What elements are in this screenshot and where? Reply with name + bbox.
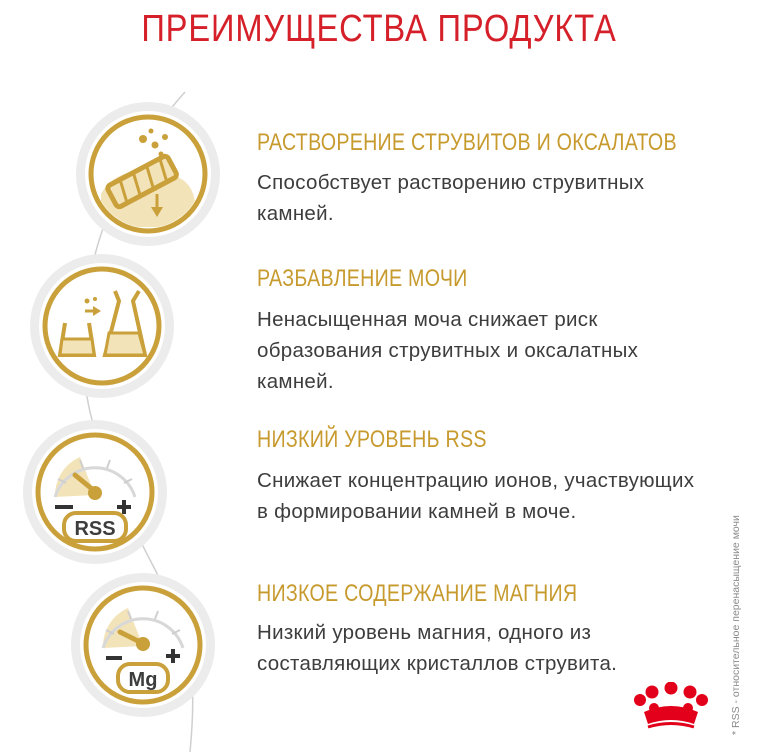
rss-icon-label: RSS [74, 518, 116, 540]
benefit-text: Снижает концентрацию ионов, участвующих в формировании камней в моче. [257, 469, 695, 523]
benefit-text: Ненасыщенная моча снижает риск образования струвитных и оксалатных камней. [257, 308, 639, 393]
benefit-heading: РАСТВОРЕНИЕ СТРУВИТОВ И ОКСАЛАТОВ [257, 129, 677, 156]
mg-gauge-icon [68, 570, 218, 720]
mg-icon-label: Mg [128, 669, 158, 691]
benefit-heading: НИЗКИЙ УРОВЕНЬ RSS [257, 426, 487, 453]
benefit-text: Низкий уровень магния, одного из составляющих кристаллов струвита. [257, 621, 618, 675]
flasks-icon [27, 251, 177, 401]
benefit-heading: НИЗКОЕ СОДЕРЖАНИЕ МАГНИЯ [257, 580, 578, 607]
crown-logo-icon [630, 682, 712, 732]
rss-footnote: * RSS - относительное перенасыщение мочи [730, 515, 742, 735]
rss-gauge-icon [20, 417, 170, 567]
page-title: ПРЕИМУЩЕСТВА ПРОДУКТА [141, 8, 617, 50]
benefit-heading: РАЗБАВЛЕНИЕ МОЧИ [257, 265, 468, 292]
crystal-dissolve-icon [73, 99, 223, 249]
benefit-text: Способствует растворению струвитных камней. [257, 171, 645, 225]
